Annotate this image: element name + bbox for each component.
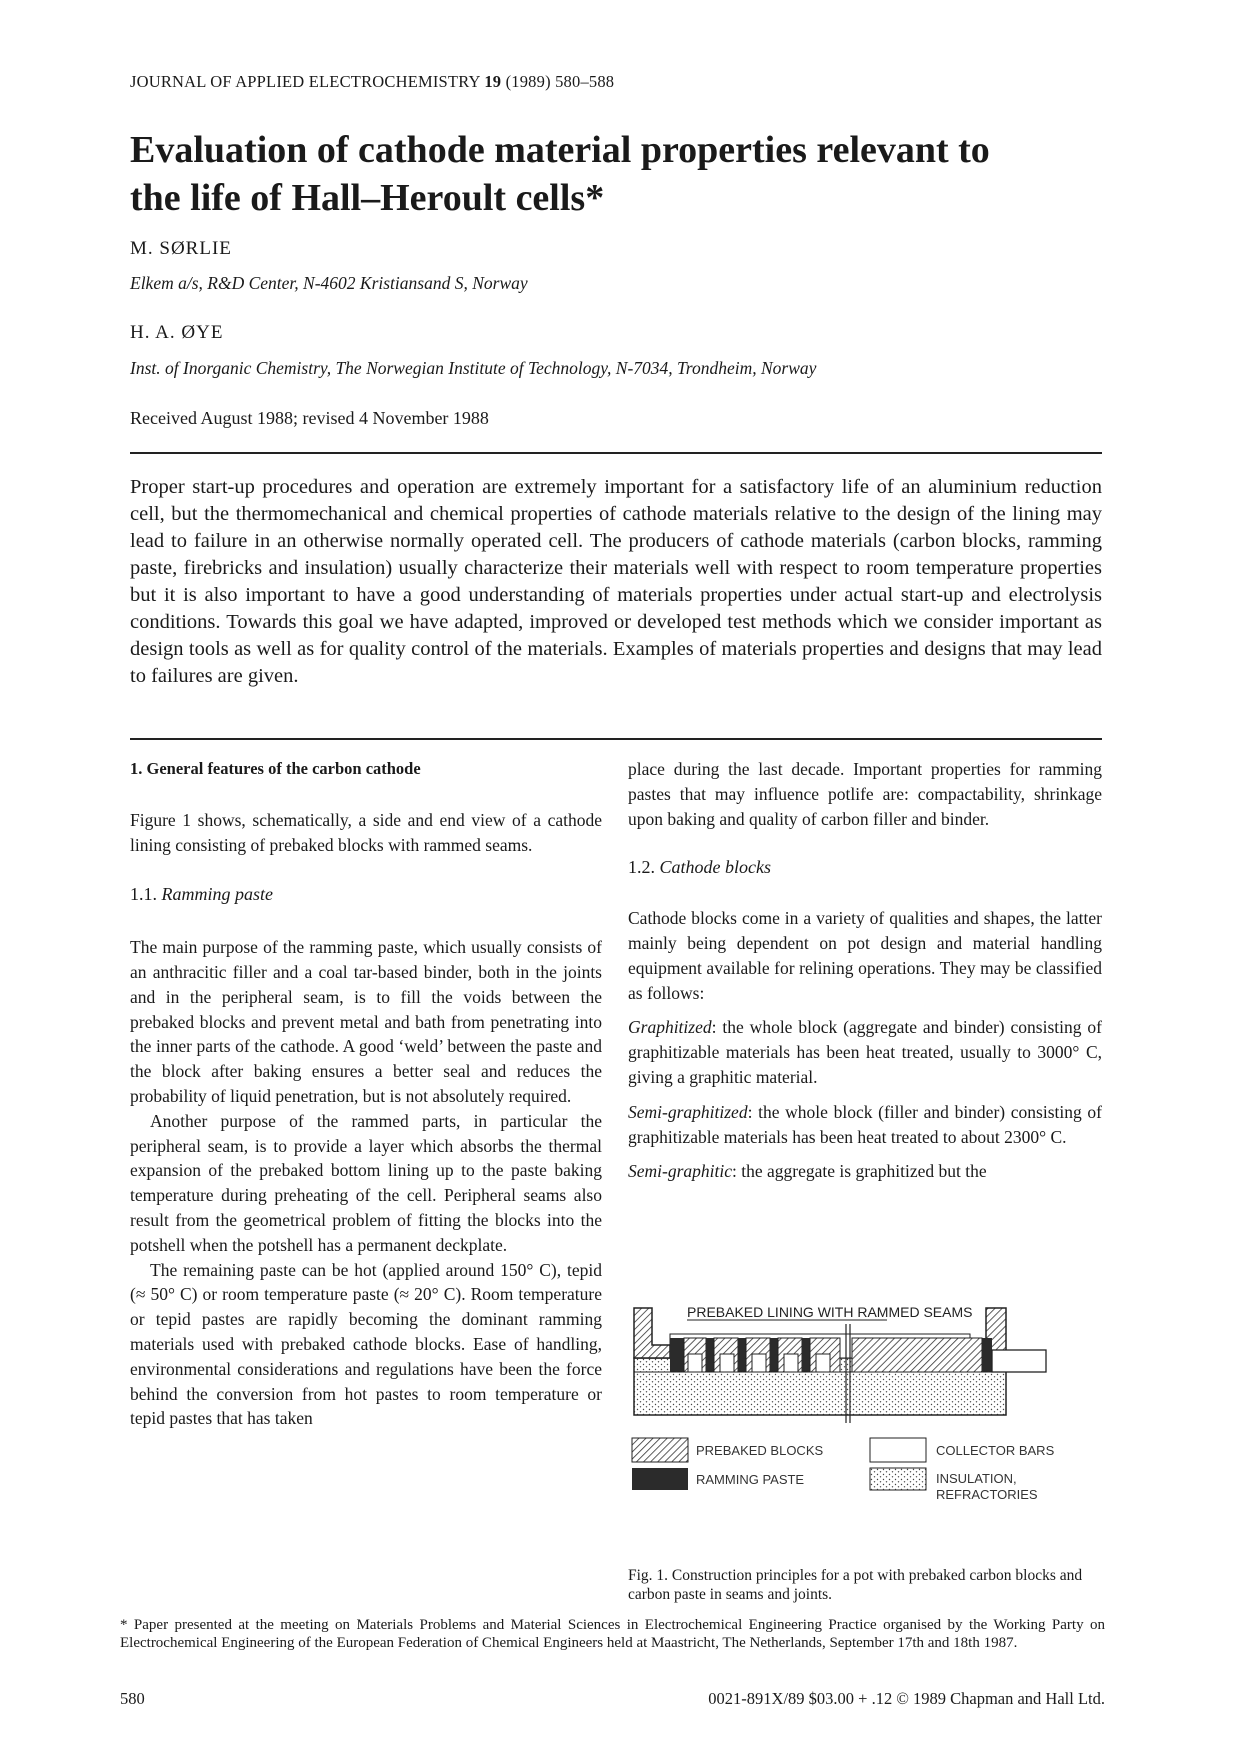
title-line-1: Evaluation of cathode material properties relevant to xyxy=(130,129,990,171)
copyright: 0021-891X/89 $03.00 + .12 © 1989 Chapman and Hall Ltd. xyxy=(708,1689,1105,1708)
divider xyxy=(130,452,1102,454)
figure-1 xyxy=(630,1298,1110,1548)
subsection-heading xyxy=(130,882,602,907)
definition: : the whole block (aggregate and binder) consisting of graphitizable materials has been heat treated, usually to 3000° C, giving a graphitic material. xyxy=(628,1017,1102,1087)
divider xyxy=(130,738,1102,740)
journal-header xyxy=(130,72,614,92)
subsection-heading xyxy=(628,855,1102,880)
journal-year-pages: (1989) 580–588 xyxy=(505,72,615,91)
paragraph: The remaining paste can be hot (applied around 150° C), tepid (≈ 50° C) or room temperature paste (≈ 20° C). Room temperature or tepid pastes are rapidly becoming the dominant ramming materials used with prebaked cathode blocks. Ease of handling, environmental considerations and regulations have been the force behind the conversion from hot pastes to room temperature or tepid pastes that has taken xyxy=(130,1259,602,1429)
subsection-number: 1.2. xyxy=(628,857,655,878)
paragraph: Another purpose of the rammed parts, in particular the peripheral seam, is to provide a layer which absorbs the thermal expansion of the prebaked bottom lining up to the paste baking temperature during preheating of the cell. Peripheral seams also result from the geometrical problem of fitting the blocks into the potshell when the potshell has a permanent deckplate. xyxy=(130,1110,602,1255)
paragraph xyxy=(628,1100,1102,1150)
paragraph: The main purpose of the ramming paste, which usually consists of an anthracitic filler and a coal tar-based binder, both in the joints and in the peripheral seam, is to fill the voids between the prebaked blocks and prevent metal and bath from penetrating into the inner parts of the cathode. A good ‘weld’ between the paste and the block after baking ensures a better seal and reduces the probability of liquid penetration, but is not absolutely required. xyxy=(130,937,602,1106)
term: Semi-graphitic xyxy=(628,1161,733,1182)
page-number: 580 xyxy=(120,1689,145,1708)
subsection-number: 1.1. xyxy=(130,884,157,905)
abstract: Proper start-up procedures and operation are extremely important for a satisfactory life of an aluminium reduction cell, but the thermomechanical and chemical properties of cathode materials relative to the design of the lining may lead to failure in an otherwise normally operated cell. The producers of cathode materials (carbon blocks, ramming paste, firebricks and insulation) usually characterize their materials well with respect to room temperature properties but it is also important to have a good understanding of materials properties under actual start-up and electrolysis conditions. Towards this goal we have adapted, improved or developed test methods which we consider important as design tools as well as for quality control of the materials. Examples of materials properties and designs that may lead to failures are given. xyxy=(130,476,1102,687)
journal-volume: 19 xyxy=(484,72,502,91)
subsection-title: Cathode blocks xyxy=(659,857,771,878)
figure-banner: PREBAKED LINING WITH RAMMED SEAMS xyxy=(687,1304,973,1320)
author-name: M. SØRLIE xyxy=(130,238,232,259)
paragraph xyxy=(628,1159,1102,1184)
legend-swatch-collector xyxy=(870,1438,926,1462)
title-line-2: the life of Hall–Heroult cells* xyxy=(130,177,605,219)
figure-diagram xyxy=(630,1298,1110,1548)
legend-label: INSULATION, xyxy=(936,1471,1017,1486)
journal-name: JOURNAL OF APPLIED ELECTROCHEMISTRY xyxy=(130,72,481,91)
legend-swatch-prebaked xyxy=(632,1438,688,1462)
legend-swatch-ramming xyxy=(632,1468,688,1490)
legend-label: COLLECTOR BARS xyxy=(936,1443,1055,1458)
paragraph: Figure 1 shows, schematically, a side and end view of a cathode lining consisting of prebaked blocks with rammed seams. xyxy=(130,809,602,855)
paragraph xyxy=(628,1015,1102,1089)
author-name: H. A. ØYE xyxy=(130,322,224,343)
legend-swatch-insulation xyxy=(870,1468,926,1490)
paragraph: place during the last decade. Important properties for ramming pastes that may influence potlife are: compactability, shrinkage upon baking and quality of carbon filler and binder. xyxy=(628,759,1102,829)
figure-caption: Fig. 1. Construction principles for a pot with prebaked carbon blocks and carbon paste in seams and joints. xyxy=(628,1567,1083,1603)
pot-cross-section xyxy=(634,1308,1046,1423)
definition: : the whole block (filler and binder) consisting of graphitizable materials has been heat treated to about 2300° C. xyxy=(628,1101,1102,1147)
author-affiliation: Elkem a/s, R&D Center, N-4602 Kristiansand S, Norway xyxy=(130,273,528,293)
left-column xyxy=(130,757,602,1431)
legend-label: PREBAKED BLOCKS xyxy=(696,1443,824,1458)
right-column xyxy=(628,757,1102,1184)
received-date: Received August 1988; revised 4 November 1988 xyxy=(130,408,489,428)
paper-title xyxy=(130,126,1110,222)
paragraph: Cathode blocks come in a variety of qualities and shapes, the latter mainly being dependent on pot design and material handling equipment available for relining operations. They may be classified as follows: xyxy=(628,908,1102,1003)
subsection-title: Ramming paste xyxy=(161,884,273,905)
term: Graphitized xyxy=(628,1017,712,1038)
figure-legend xyxy=(632,1438,1055,1502)
footnote: * Paper presented at the meeting on Materials Problems and Material Sciences in Electrochemical Engineering Practice organised by the Working Party on Electrochemical Engineering of the European Federation of Chemical Engineers held at Maastricht, The Netherlands, September 17th and 18th 1987. xyxy=(120,1617,1105,1651)
legend-label: RAMMING PASTE xyxy=(696,1472,805,1487)
author-affiliation: Inst. of Inorganic Chemistry, The Norwegian Institute of Technology, N-7034, Trondheim, Norway xyxy=(130,358,817,378)
legend-label: REFRACTORIES xyxy=(936,1487,1038,1502)
section-heading: 1. General features of the carbon cathode xyxy=(130,759,421,778)
definition: : the aggregate is graphitized but the xyxy=(732,1161,987,1182)
term: Semi-graphitized xyxy=(628,1101,748,1122)
